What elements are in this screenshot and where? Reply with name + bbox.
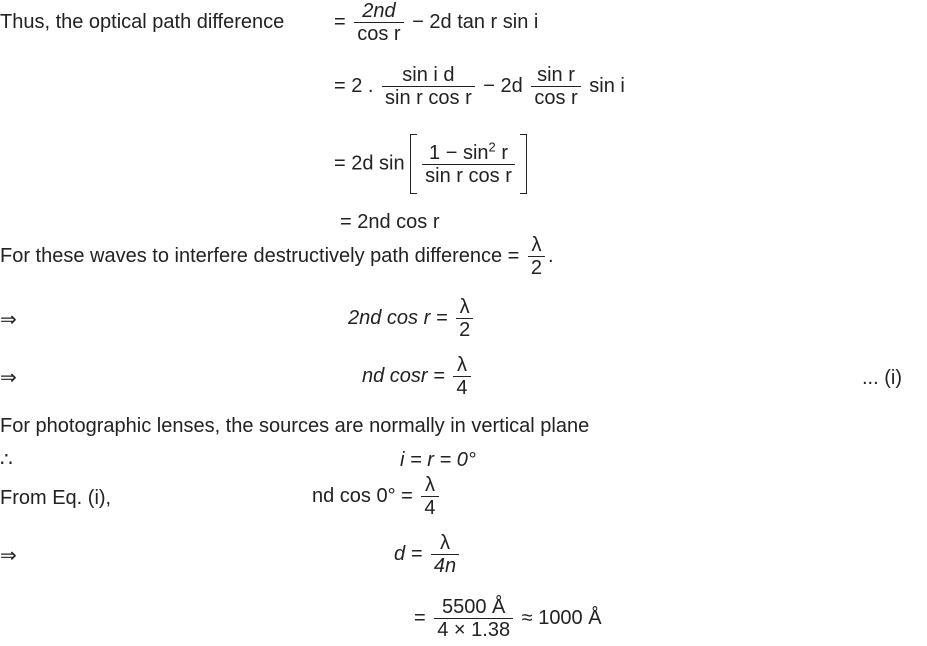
equation-tag <box>862 366 902 390</box>
numerator: λ <box>424 474 435 496</box>
equation-line-3 <box>334 134 527 194</box>
equation-line-4 <box>340 210 440 234</box>
fraction-sini-d <box>382 64 475 109</box>
fraction-lambda-over-4 <box>421 474 438 519</box>
numerator: λ <box>459 296 470 318</box>
angle-equation: i = r = 0° <box>400 449 476 471</box>
implies-arrow-icon: ⇒ <box>0 545 17 567</box>
numerator-part-b: r <box>495 141 508 164</box>
therefore-line <box>0 448 13 472</box>
equation-line-9 <box>400 448 476 472</box>
equation-line-6 <box>348 296 476 341</box>
period: . <box>548 244 554 267</box>
implies-arrow-1 <box>0 308 17 332</box>
equals-two: = 2 . <box>334 74 374 97</box>
fraction-lambda-over-4 <box>453 354 470 399</box>
numerator: sin i d <box>402 64 455 86</box>
denominator: cos r <box>531 86 580 109</box>
fraction-lambda-over-4n <box>431 532 459 577</box>
fraction-lambda-over-2 <box>456 296 473 341</box>
implies-arrow-3 <box>0 544 17 568</box>
numerator: λ <box>456 354 467 376</box>
path-difference-lead <box>0 10 284 34</box>
denominator: 2 <box>528 256 545 279</box>
denominator: 4 <box>453 376 470 399</box>
tail-term: sin i <box>589 74 625 97</box>
minus-term: − 2d <box>483 74 523 97</box>
denominator: 4n <box>431 554 459 577</box>
denominator: 4 × 1.38 <box>434 618 513 641</box>
lhs: 2nd cos r = <box>348 306 448 329</box>
therefore-icon: ∴ <box>0 449 13 471</box>
equation-line-1 <box>334 0 538 45</box>
fraction-5500-over-4x1.38 <box>434 596 513 641</box>
fraction-lambda-over-2 <box>528 234 545 279</box>
destructive-condition-line <box>0 234 554 279</box>
lead-text: From Eq. (i), <box>0 487 112 509</box>
equals-2d-sin: = 2d sin <box>334 152 405 175</box>
result-2nd-cosr: = 2nd cos r <box>340 211 440 233</box>
implies-arrow-icon: ⇒ <box>0 309 17 331</box>
implies-arrow-icon: ⇒ <box>0 367 17 389</box>
photographic-lens-line <box>0 414 589 438</box>
equation-line-12 <box>414 596 602 641</box>
implies-arrow-2 <box>0 366 17 390</box>
equation-number: ... (i) <box>862 367 902 389</box>
lhs: nd cos 0° = <box>312 484 413 507</box>
numerator: λ <box>440 532 451 554</box>
numerator: 5500 Å <box>441 596 506 618</box>
squared-superscript: 2 <box>488 138 496 154</box>
numerator <box>422 138 515 164</box>
bracket-fraction <box>422 138 515 187</box>
denominator: 2 <box>456 318 473 341</box>
lhs: nd cosr = <box>362 364 445 387</box>
denominator: 4 <box>421 496 438 519</box>
final-result: ≈ 1000 Å <box>521 606 602 629</box>
left-bracket <box>410 134 417 194</box>
denominator: sin r cos r <box>382 86 475 109</box>
equation-line-2 <box>334 64 625 109</box>
equation-rest: − 2d tan r sin i <box>412 10 539 33</box>
equals-sign: = <box>334 10 346 33</box>
numerator-part-a: 1 − sin <box>429 141 489 164</box>
lhs: d = <box>394 542 423 565</box>
equation-line-11 <box>394 532 462 577</box>
denominator: cos r <box>354 22 403 45</box>
from-eq-lead <box>0 486 111 510</box>
equation-line-7 <box>362 354 474 399</box>
numerator: 2nd <box>362 0 396 22</box>
equals-sign: = <box>414 606 426 629</box>
right-bracket <box>520 134 527 194</box>
denominator: sin r cos r <box>422 164 515 187</box>
condition-text: For these waves to interfere destructively path difference = <box>0 244 520 267</box>
fraction-2nd-over-cosr <box>354 0 403 45</box>
numerator: λ <box>531 234 542 256</box>
numerator: sin r <box>537 64 575 86</box>
statement-text: For photographic lenses, the sources are normally in vertical plane <box>0 415 590 437</box>
fraction-sinr-cosr <box>531 64 580 109</box>
equation-line-10 <box>312 474 442 519</box>
lead-text: Thus, the optical path difference <box>0 11 285 33</box>
